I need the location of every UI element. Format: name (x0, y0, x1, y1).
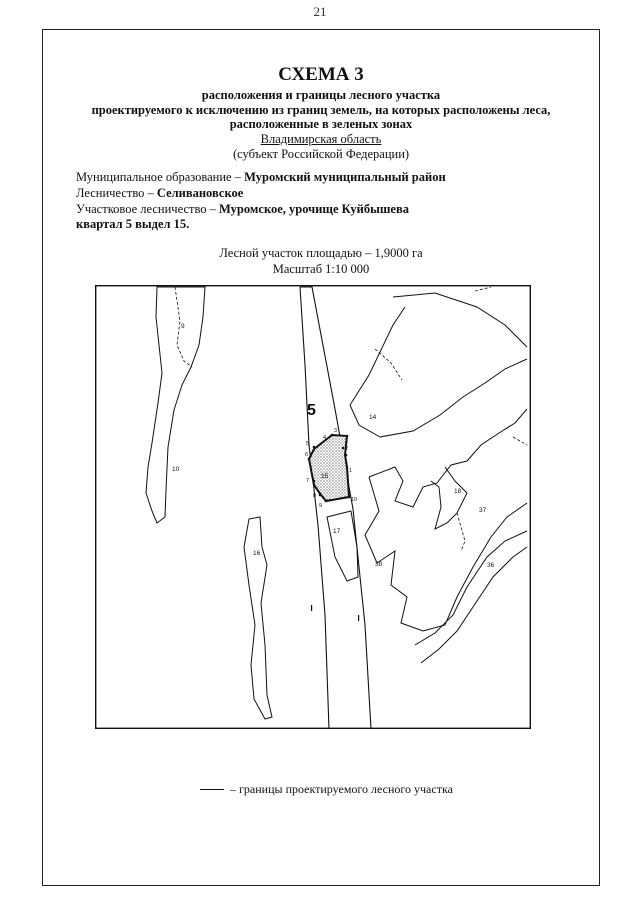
road-marker (311, 605, 312, 611)
vertex-mark (345, 454, 348, 457)
quarter-number-label: 5 (307, 402, 316, 419)
vertex-mark (346, 435, 349, 438)
vertex-mark (308, 458, 311, 461)
plot-label: 38 (375, 561, 383, 568)
legend-boundary-line (200, 789, 224, 790)
map-border (96, 286, 531, 729)
vertex-mark (313, 480, 316, 483)
vertex-label: 8 (313, 493, 317, 499)
vertex-label: 9 (319, 503, 323, 509)
map-legend (200, 782, 453, 797)
quarter-line: квартал 5 выдел 15. (76, 217, 190, 231)
area-text: Лесной участок площадью – 1,9000 га (219, 246, 423, 260)
municipality-label: Муниципальное образование – (76, 170, 245, 184)
vertex-mark (342, 447, 345, 450)
vertex-mark (319, 494, 322, 497)
vertex-mark (313, 446, 316, 449)
vertex-mark (331, 434, 334, 437)
vertex-label: 3 (334, 428, 338, 434)
district-forestry-line (76, 202, 409, 217)
municipality-line (76, 170, 446, 185)
plot-label: 15 (321, 473, 329, 480)
subtitle-line: проектируемого к исключению из границ земель, на которых расположены леса, (91, 102, 551, 117)
vertex-label: 5 (306, 441, 310, 447)
forest-map (95, 285, 531, 729)
plot-label: 14 (369, 414, 377, 421)
vertex-label: 10 (351, 497, 358, 503)
schema-subtitle (42, 88, 600, 132)
plot-label: 9 (181, 323, 185, 330)
vertex-label: 2 (345, 446, 349, 452)
forestry-line (76, 186, 243, 201)
district-forestry-value: Муромское, урочище Куйбышева (219, 202, 409, 216)
legend-text: – границы проектируемого лесного участка (230, 782, 453, 796)
scale-text: Масштаб 1:10 000 (272, 262, 370, 276)
plot-label: 10 (172, 466, 180, 473)
vertex-label: 1 (349, 468, 353, 474)
municipality-value: Муромский муниципальный район (244, 170, 446, 184)
region-name: Владимирская область (260, 132, 382, 146)
subtitle-line: расположенные в зеленых зонах (229, 117, 413, 131)
schema-title: СХЕМА 3 (278, 64, 364, 85)
district-forestry-label: Участковое лесничество – (76, 202, 220, 216)
subtitle-line: расположения и границы лесного участка (201, 88, 441, 102)
region-note: (субъект Российской Федерации) (232, 147, 410, 161)
vertex-label: 4 (323, 435, 327, 441)
forestry-label: Лесничество – (76, 186, 157, 200)
plot-label: 18 (454, 488, 462, 495)
vertex-label: 7 (306, 478, 310, 484)
vertex-label: 6 (305, 452, 309, 458)
plot-label: 17 (333, 528, 341, 535)
map-canvas (95, 285, 531, 729)
vertex-mark (348, 496, 351, 499)
page-number: 21 (313, 4, 327, 19)
vertex-mark (325, 500, 328, 503)
forestry-value: Селивановское (156, 186, 244, 200)
plot-label: 37 (479, 507, 487, 514)
road-marker (358, 615, 359, 621)
plot-label: 36 (487, 562, 495, 569)
plot-label: 16 (253, 550, 261, 557)
